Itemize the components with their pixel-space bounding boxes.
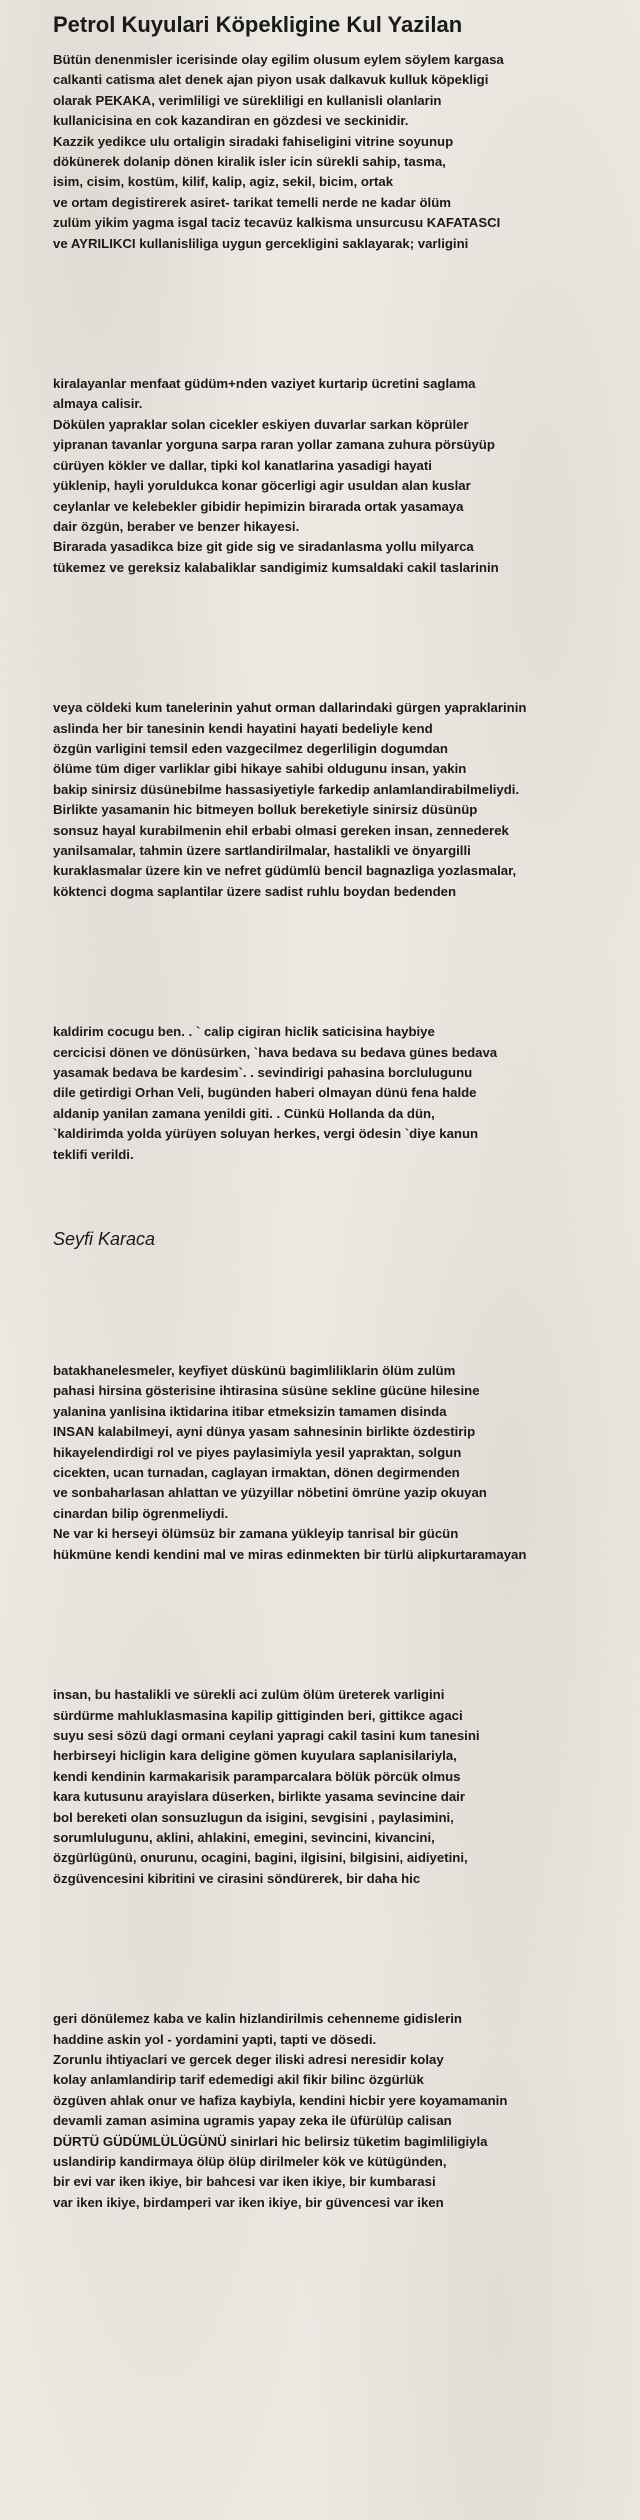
text-line: kolay anlamlandirip tarif edemedigi akil fikir bilinc özgürlük bbox=[53, 2072, 424, 2088]
text-line: ceylanlar ve kelebekler gibidir hepimizin birarada ortak yasamaya bbox=[53, 498, 464, 514]
text-line: aslinda her bir tanesinin kendi hayatini hayati bedeliyle kend bbox=[53, 720, 433, 736]
text-line: yanilsamalar, tahmin üzere sartlandirilmalar, hastalikli ve önyargilli bbox=[53, 842, 471, 858]
text-line: geri dönülemez kaba ve kalin hizlandirilmis cehenneme gidislerin bbox=[53, 2011, 462, 2027]
text-line: yipranan tavanlar yorguna sarpa raran yollar zamana zuhura pörsüyüp bbox=[53, 437, 495, 453]
poem-page bbox=[53, 10, 633, 2213]
text-line: ve ortam degistirerek asiret- tarikat temelli nerde ne kadar ölüm bbox=[53, 194, 451, 210]
text-line: cicekten, ucan turnadan, caglayan irmaktan, dönen degirmenden bbox=[53, 1465, 460, 1481]
text-line: devamli zaman asimina ugramis yapay zeka ile üfürülüp calisan bbox=[53, 2113, 452, 2129]
text-line: bir evi var iken ikiye, bir bahcesi var iken ikiye, bir kumbarasi bbox=[53, 2174, 436, 2190]
text-line: calkanti catisma alet denek ajan piyon usak dalkavuk kulluk köpekligi bbox=[53, 72, 489, 88]
text-line: uslandirip kandirmaya ölüp ölüp dirilmeler kök ve kütügünden, bbox=[53, 2154, 447, 2169]
text-line: yalanina yanlisina iktidarina itibar etmeksizin tamamen disinda bbox=[53, 1403, 447, 1419]
text-line: yasamak bedava be kardesim`. . sevindirigi pahasina borclulugunu bbox=[53, 1065, 473, 1080]
text-line: INSAN kalabilmeyi, ayni dünya yasam sahnesinin birlikte özdestirip bbox=[53, 1424, 476, 1440]
paragraph-gap bbox=[53, 1889, 633, 2009]
text-line: ve sonbaharlasan ahlattan ve yüzyillar nöbetini ömrüne yazip okuyan bbox=[53, 1485, 487, 1501]
paragraph-2 bbox=[53, 374, 633, 578]
page-title: Petrol Kuyulari Köpekligine Kul Yazilan bbox=[53, 12, 463, 37]
text-line: bakip sinirsiz düsünebilme hassasiyetiyle farkedip anlamlandirabilmeliydi. bbox=[53, 781, 520, 797]
text-line: Dökülen yapraklar solan cicekler eskiyen duvarlar sarkan köprüler bbox=[53, 416, 469, 432]
text-line: cercicisi dönen ve dönüsürken, `hava bedava su bedava günes bedava bbox=[53, 1044, 498, 1060]
text-line: özgün varligini temsil eden vazgecilmez degerliligin dogumdan bbox=[53, 740, 448, 756]
text-line: cürüyen kökler ve dallar, tipki kol kanatlarina yasadigi hayati bbox=[53, 457, 432, 473]
text-line: kendi kendinin karmakarisik paramparcalara bölük pörcük olmus bbox=[53, 1768, 461, 1784]
text-line: `kaldirimda yolda yürüyen soluyan herkes, vergi ödesin `diye kanun bbox=[53, 1126, 479, 1142]
text-line: kiralayanlar menfaat güdüm+nden vaziyet kurtarip ücretini saglama bbox=[53, 376, 476, 392]
signature-gap bbox=[53, 1165, 633, 1227]
text-line: teklifi verildi. bbox=[53, 1146, 134, 1162]
text-line: Zorunlu ihtiyaclari ve gercek deger iliski adresi neresidir kolay bbox=[53, 2051, 444, 2067]
text-line: olarak PEKAKA, verimliligi ve sürekliligi en kullanisli olanlarin bbox=[53, 92, 442, 108]
text-line: özgürlügünü, onurunu, ocagini, bagini, ilgisini, bilgisini, aidiyetini, bbox=[53, 1850, 468, 1866]
text-line: batakhanelesmeler, keyfiyet düskünü bagimliliklarin ölüm zulüm bbox=[53, 1363, 456, 1379]
text-line: yüklenip, hayli yoruldukca konar göcerligi agir usuldan alan kuslar bbox=[53, 478, 471, 494]
text-line: özgüven ahlak onur ve hafiza kaybiyla, kendini hicbir yere koyamamanin bbox=[53, 2092, 508, 2108]
text-line: Ne var ki herseyi ölümsüz bir zamana yükleyip tanrisal bir gücün bbox=[53, 1526, 459, 1542]
paragraph-gap bbox=[53, 902, 633, 1022]
text-line: Birarada yasadikca bize git gide sig ve siradanlasma yollu milyarca bbox=[53, 539, 474, 555]
paragraph-3 bbox=[53, 698, 633, 902]
text-line: kullanicisina en cok kazandiran en gözdesi ve seckinidir. bbox=[53, 113, 409, 129]
text-line: sonsuz hayal kurabilmenin ehil erbabi olmasi gereken insan, zennederek bbox=[53, 822, 509, 838]
text-line: hikayelendirdigi rol ve piyes paylasimiyla yesil yapraktan, solgun bbox=[53, 1444, 462, 1460]
paragraph-1 bbox=[53, 50, 633, 254]
text-line: dair özgün, beraber ve benzer hikayesi. bbox=[53, 518, 300, 534]
paragraph-7 bbox=[53, 2009, 633, 2213]
text-line: Kazzik yedikce ulu ortaligin siradaki fahiseligini vitrine soyunup bbox=[53, 133, 454, 149]
author-signature: Seyfi Karaca bbox=[53, 1229, 156, 1250]
text-line: kara kutusunu arayislara düserken, birlikte yasama sevincine dair bbox=[53, 1789, 465, 1805]
text-line: insan, bu hastalikli ve sürekli aci zulüm ölüm üreterek varligini bbox=[53, 1687, 445, 1703]
paragraph-5 bbox=[53, 1361, 633, 1565]
text-line: hükmüne kendi kendini mal ve miras edinmekten bir türlü alipkurtaramayan bbox=[53, 1546, 527, 1562]
text-line: ölüme tüm diger varliklar gibi hikaye sahibi oldugunu insan, yakin bbox=[53, 761, 467, 777]
paragraph-4 bbox=[53, 1022, 633, 1165]
text-line: suyu sesi sözü dagi ormani ceylani yapragi cakil tasini kum tanesini bbox=[53, 1727, 480, 1743]
text-line: veya cöldeki kum tanelerinin yahut orman dallarindaki gürgen yapraklarinin bbox=[53, 700, 527, 716]
text-line: isim, cisim, kostüm, kilif, kalip, agiz, sekil, bicim, ortak bbox=[53, 174, 394, 190]
text-line: cinardan bilip ögrenmeliydi. bbox=[53, 1505, 229, 1521]
text-line: herbirseyi hicligin kara deligine gömen kuyulara saplanisilariyla, bbox=[53, 1748, 457, 1764]
text-line: bol bereketi olan sonsuzlugun da isigini, sevgisini , paylasimini, bbox=[53, 1809, 454, 1825]
text-line: özgüvencesini kibritini ve cirasini söndürerek, bir daha hic bbox=[53, 1870, 421, 1886]
text-line: tükemez ve gereksiz kalabaliklar sandigimiz kumsaldaki cakil taslarinin bbox=[53, 559, 499, 575]
paragraph-6 bbox=[53, 1685, 633, 1889]
text-line: dökünerek dolanip dönen kiralik isler icin sürekli sahip, tasma, bbox=[53, 154, 446, 170]
text-line: zulüm yikim yagma isgal taciz tecavüz kalkisma unsurcusu KAFATASCI bbox=[53, 215, 501, 231]
paragraph-gap bbox=[53, 1251, 633, 1361]
text-line: Birlikte yasamanin hic bitmeyen bolluk bereketiyle sinirsiz düsünüp bbox=[53, 802, 478, 818]
text-line: haddine askin yol - yordamini yapti, tapti ve dösedi. bbox=[53, 2031, 377, 2047]
text-line: var iken ikiye, birdamperi var iken ikiye, bir güvencesi var iken bbox=[53, 2194, 444, 2210]
text-line: aldanip yanilan zamana yenildi giti. . Cünkü Hollanda da dün, bbox=[53, 1105, 435, 1121]
paragraph-gap bbox=[53, 254, 633, 374]
paragraph-gap bbox=[53, 1565, 633, 1685]
text-line: dile getirdigi Orhan Veli, bugünden haberi olmayan dünü fena halde bbox=[53, 1085, 477, 1101]
text-line: kaldirim cocugu ben. . ` calip cigiran hiclik saticisina haybiye bbox=[53, 1024, 435, 1040]
text-line: DÜRTÜ GÜDÜMLÜLÜGÜNÜ sinirlari hic belirsiz tüketim bagimliligiyla bbox=[53, 2133, 488, 2149]
text-line: ve AYRILIKCI kullanisliliga uygun gercekligini saklayarak; varligini bbox=[53, 235, 469, 251]
text-line: sürdürme mahluklasmasina kapilip gittiginden beri, gittikce agaci bbox=[53, 1707, 463, 1723]
paragraph-gap bbox=[53, 578, 633, 698]
text-line: köktenci dogma saplantilar üzere sadist ruhlu boydan bedenden bbox=[53, 883, 457, 899]
text-line: sorumlulugunu, aklini, ahlakini, emegini, sevincini, kivancini, bbox=[53, 1829, 435, 1845]
text-line: pahasi hirsina gösterisine ihtirasina süsüne sekline gücüne hilesine bbox=[53, 1383, 480, 1399]
text-line: Bütün denenmisler icerisinde olay egilim olusum eylem söylem kargasa bbox=[53, 52, 504, 67]
text-line: almaya calisir. bbox=[53, 396, 143, 412]
text-line: kuraklasmalar üzere kin ve nefret güdümlü bencil bagnazliga yozlasmalar, bbox=[53, 863, 517, 879]
